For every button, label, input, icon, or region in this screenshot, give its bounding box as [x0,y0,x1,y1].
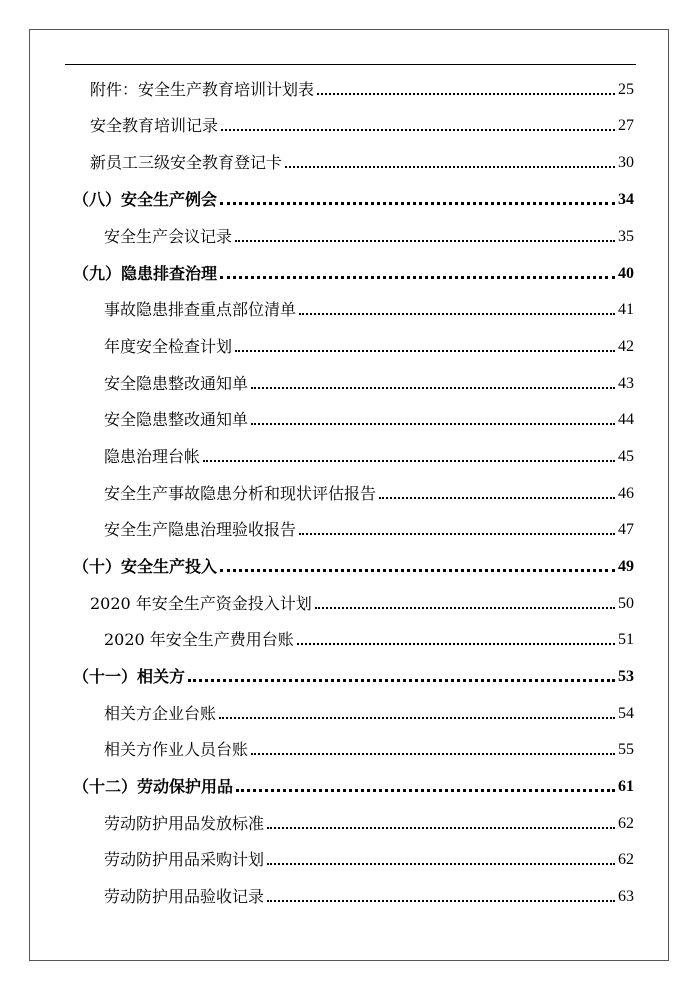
toc-leader-dots [221,129,615,131]
toc-entry[interactable] [90,588,634,614]
toc-leader-dots [219,717,615,719]
toc-entry[interactable] [104,514,634,540]
toc-leader-dots [317,93,615,95]
toc-section-heading[interactable] [73,771,634,797]
toc-entry-page: 44 [618,411,634,428]
toc-leader-dots [220,202,615,205]
toc-entry[interactable] [104,368,634,394]
toc-leader-dots [235,350,615,352]
toc-entry-page: 51 [618,631,634,648]
toc-entry[interactable] [104,734,634,760]
toc-entry-page: 30 [618,154,634,171]
toc-entry-title: （八）安全生产例会 [73,190,218,209]
toc-entry-title: （十一）相关方 [73,667,186,686]
toc-entry-title: 2020 年安全生产资金投入计划 [90,594,312,613]
toc-entry[interactable] [90,74,634,100]
toc-entry-page: 40 [618,265,634,282]
toc-leader-dots [267,827,615,829]
toc-section-heading[interactable] [73,661,634,687]
toc-entry-page: 45 [618,448,634,465]
toc-entry-page: 47 [618,521,634,538]
toc-entry-title: 劳动防护用品发放标准 [104,814,265,833]
toc-entry-title: 劳动防护用品采购计划 [104,850,265,869]
toc-entry-page: 43 [618,375,634,392]
toc-entry[interactable] [104,698,634,724]
toc-entry[interactable] [90,147,634,173]
toc-entry-title: 事故隐患排查重点部位清单 [104,300,297,319]
toc-entry-title: 2020 年安全生产费用台账 [104,630,294,649]
toc-entry-page: 63 [618,888,634,905]
toc-entry-title: 年度安全检查计划 [104,337,233,356]
toc-entry-page: 55 [618,741,634,758]
toc-entry-page: 50 [618,595,634,612]
toc-entry[interactable] [104,221,634,247]
toc-entry-page: 62 [618,815,634,832]
toc-entry-title: 安全隐患整改通知单 [104,410,249,429]
toc-entry[interactable] [104,808,634,834]
toc-leader-dots [267,900,615,902]
toc-entry-page: 54 [618,705,634,722]
toc-entry-title: 附件：安全生产教育培训计划表 [90,80,315,99]
toc-leader-dots [251,423,615,425]
toc-leader-dots [203,460,615,462]
toc-entry-page: 62 [618,851,634,868]
toc-entry-page: 53 [618,668,634,685]
toc-leader-dots [267,863,615,865]
toc-entry-title: 安全生产会议记录 [104,227,233,246]
toc-entry-title: （九）隐患排查治理 [73,264,218,283]
toc-entry-page: 49 [618,558,634,575]
toc-entry[interactable] [104,331,634,357]
toc-entry-title: （十）安全生产投入 [73,557,218,576]
toc-entry-title: 相关方作业人员台账 [104,740,249,759]
toc-entry-page: 61 [618,778,634,795]
toc-entry-title: （十二）劳动保护用品 [73,777,234,796]
toc-entry[interactable] [104,404,634,430]
toc-entry[interactable] [90,110,634,136]
toc-section-heading[interactable] [73,551,634,577]
toc-entry-page: 41 [618,301,634,318]
toc-leader-dots [297,643,615,645]
toc-entry[interactable] [104,881,634,907]
toc-entry-title: 安全教育培训记录 [90,116,219,135]
toc-leader-dots [235,240,615,242]
toc-entry[interactable] [104,294,634,320]
toc-entry-title: 安全生产隐患治理验收报告 [104,520,297,539]
toc-entry-title: 隐患治理台帐 [104,447,201,466]
toc-entry-page: 46 [618,485,634,502]
toc-entry-title: 安全隐患整改通知单 [104,374,249,393]
toc-entry-title: 相关方企业台账 [104,704,217,723]
toc-leader-dots [315,607,615,609]
toc-leader-dots [188,679,615,682]
toc-leader-dots [285,166,615,168]
toc-entry[interactable] [104,844,634,870]
toc-entry-page: 35 [618,228,634,245]
toc-leader-dots [220,276,615,279]
toc-entry[interactable] [104,624,634,650]
toc-leader-dots [220,569,615,572]
toc-leader-dots [236,789,615,792]
toc-entry[interactable] [104,478,634,504]
toc-entry[interactable] [104,441,634,467]
toc-leader-dots [299,533,615,535]
toc-section-heading[interactable] [73,258,634,284]
toc-entry-title: 安全生产事故隐患分析和现状评估报告 [104,484,377,503]
toc-leader-dots [251,387,615,389]
toc-section-heading[interactable] [73,184,634,210]
toc-entry-page: 34 [618,191,634,208]
toc-entry-page: 42 [618,338,634,355]
toc-entry-title: 劳动防护用品验收记录 [104,887,265,906]
toc-leader-dots [379,497,615,499]
toc-entry-title: 新员工三级安全教育登记卡 [90,153,283,172]
toc-leader-dots [299,313,615,315]
toc-entry-page: 25 [618,81,634,98]
toc-entry-page: 27 [618,117,634,134]
toc-leader-dots [251,753,615,755]
